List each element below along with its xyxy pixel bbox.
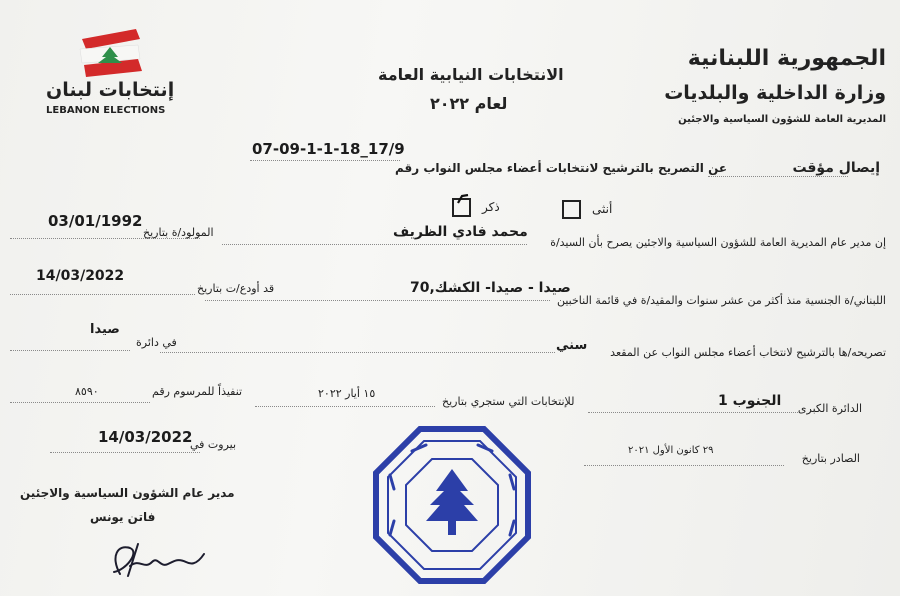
- elections-date-line: [255, 406, 435, 407]
- ministry-title: وزارة الداخلية والبلديات: [664, 82, 886, 104]
- elections-date: ١٥ أيار ٢٠٢٢: [318, 387, 376, 400]
- signature-place-label: بيروت في: [190, 438, 237, 451]
- deposit-date-line: [10, 294, 195, 295]
- decree-line: [10, 402, 150, 403]
- declarant-intro: إن مدير عام المديرية العامة للشؤون السياسية والاجئين يصرح بأن السيد/ة: [550, 236, 886, 249]
- decree-number: ٨٥٩٠: [75, 385, 99, 398]
- official-stamp-icon: [372, 425, 532, 585]
- born-label: المولود/ة بتاريخ: [143, 226, 214, 239]
- place-line: [205, 300, 550, 301]
- issued-date: ٢٩ كانون الأول ٢٠٢١: [628, 445, 714, 456]
- handwritten-signature-icon: [100, 536, 210, 584]
- signature-name: فاتن يونس: [90, 510, 156, 524]
- seat-line: [160, 352, 555, 353]
- nationality-text: اللبناني/ة الجنسية منذ أكثر من عشر سنوات والمقيد/ة في قائمة الناخبين: [556, 294, 886, 307]
- name-line: [222, 244, 527, 245]
- issued-label: الصادر بتاريخ: [801, 452, 860, 465]
- declarant-name: محمد فادي الظريف: [393, 224, 528, 240]
- elections-date-label: للإنتخابات التي ستجري بتاريخ: [442, 395, 575, 408]
- registry-place: صيدا - صيدا- الكشك,70: [410, 280, 571, 296]
- candidacy-text: تصريحه/ها بالترشيح لانتخاب أعضاء مجلس النواب عن المقعد: [610, 346, 886, 359]
- signature-title: مدير عام الشؤون السياسية والاجئين: [20, 486, 235, 500]
- lebanon-flag-logo-icon: [40, 25, 180, 85]
- receipt-label-line: [708, 176, 848, 177]
- republic-title: الجمهورية اللبنانية: [687, 46, 886, 71]
- signature-date: 14/03/2022: [98, 428, 193, 446]
- receipt-number-line: [250, 160, 400, 161]
- check-mark-icon: [456, 194, 471, 209]
- female-label: أنثى: [592, 202, 613, 216]
- issued-line: [584, 465, 784, 466]
- major-district-line: [588, 412, 798, 413]
- elections-title: الانتخابات النيابية العامة: [378, 65, 564, 84]
- elections-year: لعام ٢٠٢٢: [430, 94, 508, 113]
- major-district-value: الجنوب 1: [718, 393, 782, 409]
- logo-english-text: LEBANON ELECTIONS: [46, 105, 166, 116]
- lebanon-elections-logo: [40, 25, 180, 125]
- seat-value: سني: [556, 338, 588, 353]
- district-label: في دائرة: [136, 336, 177, 349]
- logo-arabic-text: إنتخابات لبنان: [46, 79, 175, 101]
- decree-label: تنفيذاً للمرسوم رقم: [152, 385, 243, 398]
- deposit-date: 14/03/2022: [36, 268, 125, 284]
- directorate-title: المديرية العامة للشؤون السياسية والاجئين: [678, 114, 886, 125]
- receipt-number: 07-09-1-1-18_17/9: [252, 140, 405, 158]
- male-checkbox: [452, 198, 471, 217]
- district-value: صيدا: [90, 322, 120, 337]
- deposited-label: قد أودع/ت بتاريخ: [197, 282, 275, 295]
- signature-date-line: [50, 452, 200, 453]
- female-checkbox: [562, 200, 581, 219]
- birth-date: 03/01/1992: [48, 212, 143, 230]
- district-line: [10, 350, 130, 351]
- major-district-label: الدائرة الكبرى: [797, 402, 862, 415]
- male-label: ذكر: [482, 200, 500, 214]
- receipt-title: عن التصريح بالترشيح لانتخابات أعضاء مجلس النواب رقم: [395, 161, 728, 175]
- receipt-label: إيصال مؤقت: [792, 160, 880, 176]
